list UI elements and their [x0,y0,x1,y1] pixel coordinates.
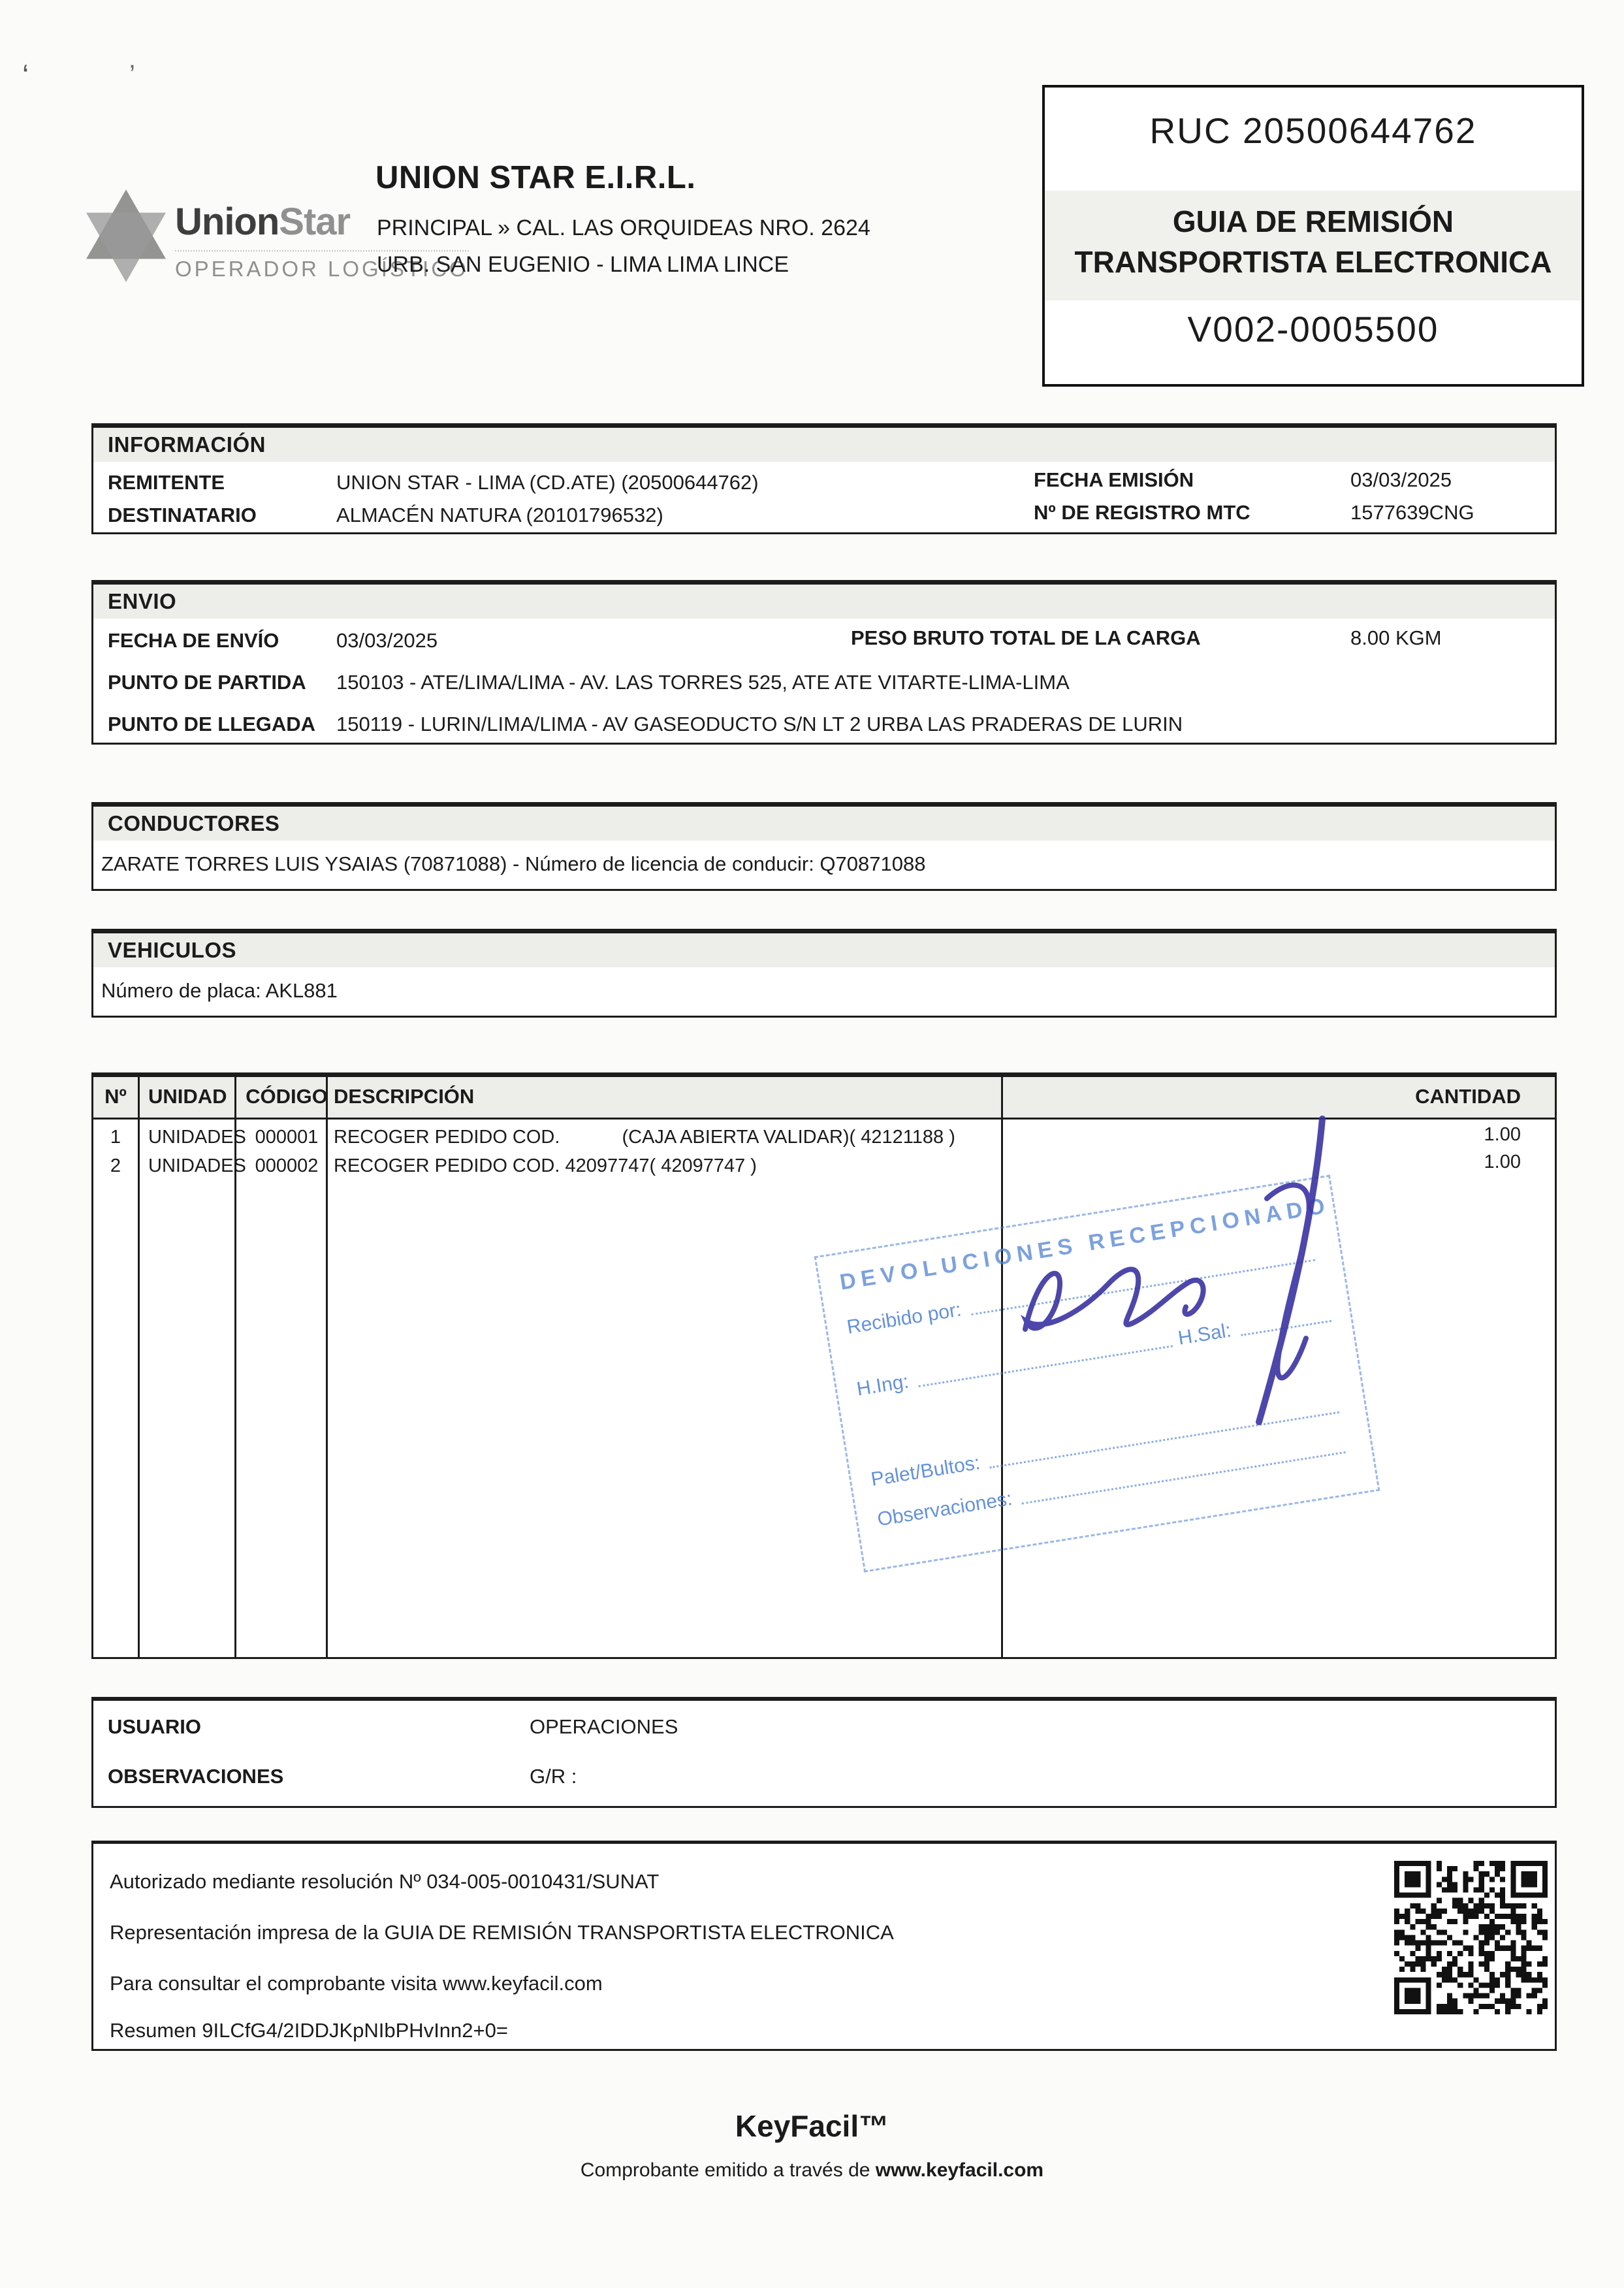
col-header-codigo: CÓDIGO [246,1085,328,1108]
keyfacil-tagline-text: Comprobante emitido a través de [580,2159,876,2181]
section-vehiculos-title: VEHICULOS [93,933,1555,967]
punto-llegada-label: PUNTO DE LLEGADA [108,713,316,735]
section-envio-title: ENVIO [93,585,1555,619]
keyfacil-site: www.keyfacil.com [875,2159,1044,2181]
col-header-cantidad: CANTIDAD [1415,1085,1521,1108]
doc-type-line1: GUIA DE REMISIÓN [1172,204,1454,238]
col-header-unidad: UNIDAD [148,1085,227,1108]
row1-codigo: 000001 [255,1127,319,1148]
keyfacil-tagline [0,2159,1624,2182]
observaciones-label: OBSERVACIONES [108,1765,284,1788]
fecha-envio-value: 03/03/2025 [336,629,438,652]
footer-line-2: Representación impresa de la GUIA DE REMISIÓN TRANSPORTISTA ELECTRONICA [110,1921,894,1944]
section-usuario [91,1697,1557,1808]
scan-artifact-mark: ’ [129,60,135,89]
row1-num: 1 [110,1127,121,1148]
row1-descripcion [334,1127,955,1148]
registro-mtc-label: Nº DE REGISTRO MTC [1034,501,1250,524]
row2-unidad: UNIDADES [148,1155,246,1176]
stamp-recibido-label: Recibido por: [845,1298,963,1338]
row1-unidad: UNIDADES [148,1127,246,1148]
footer-line-4: Resumen 9ILCfG4/2IDDJKpNIbPHvInn2+0= [110,2019,508,2042]
star-icon [86,188,166,283]
doc-type-line2: TRANSPORTISTA ELECTRONICA [1074,245,1552,279]
row2-codigo: 000002 [255,1155,319,1176]
section-vehiculos [91,929,1557,1018]
stamp-palet-label: Palet/Bultos: [869,1451,982,1490]
vehiculo-detail: Número de placa: AKL881 [101,979,338,1002]
destinatario-label: DESTINATARIO [108,504,257,526]
stamp-title: DEVOLUCIONES RECEPCIONADO [838,1193,1332,1295]
row1-descripcion-part1: RECOGER PEDIDO COD. [334,1127,560,1148]
keyfacil-logo: KeyFacil™ [735,2109,889,2143]
row1-cantidad: 1.00 [1484,1124,1521,1145]
footer-box [91,1841,1557,2051]
usuario-label: USUARIO [108,1715,201,1738]
stamp-hsal-label: H.Sal: [1176,1319,1233,1349]
stamp-observaciones-label: Observaciones: [876,1487,1014,1531]
peso-bruto-value: 8.00 KGM [1350,626,1442,649]
row2-cantidad: 1.00 [1484,1152,1521,1172]
document-id-box [1042,85,1584,387]
qr-code [1394,1861,1548,2018]
signature-handwriting [986,1114,1391,1466]
brand-union-text: Union [175,201,279,243]
punto-partida-label: PUNTO DE PARTIDA [108,671,306,694]
conductor-detail: ZARATE TORRES LUIS YSAIAS (70871088) - Número de licencia de conducir: Q70871088 [101,852,926,875]
remitente-value: UNION STAR - LIMA (CD.ATE) (20500644762) [336,471,759,494]
row2-descripcion: RECOGER PEDIDO COD. 42097747( 42097747 ) [334,1155,757,1176]
company-name: UNION STAR E.I.R.L. [375,160,696,195]
remitente-label: REMITENTE [108,471,225,494]
scan-artifact-mark: ‘ [22,58,29,92]
registro-mtc-value: 1577639CNG [1350,501,1474,524]
row2-num: 2 [110,1155,121,1176]
section-envio [91,580,1557,745]
brand-star-text: Star [279,201,351,243]
footer-line-1: Autorizado mediante resolución Nº 034-005-0010431/SUNAT [110,1870,660,1893]
footer-line-3: Para consultar el comprobante visita www.keyfacil.com [110,1972,603,1995]
peso-bruto-label: PESO BRUTO TOTAL DE LA CARGA [851,626,1201,649]
col-header-descripcion: DESCRIPCIÓN [334,1085,475,1108]
stamp-hing-label: H.Ing: [855,1370,910,1400]
destinatario-value: ALMACÉN NATURA (20101796532) [336,504,663,526]
observaciones-value: G/R : [530,1765,577,1788]
company-address-line2: URB. SAN EUGENIO - LIMA LIMA LINCE [377,252,789,277]
punto-partida-value: 150103 - ATE/LIMA/LIMA - AV. LAS TORRES 525, ATE ATE VITARTE-LIMA-LIMA [336,671,1070,694]
ruc-number: RUC 20500644762 [1149,110,1477,151]
brand-subtitle: OPERADOR LOGÍSTICO [175,250,469,282]
company-logo [86,188,166,287]
table-column-divider [138,1077,140,1657]
row1-descripcion-part2: (CAJA ABIERTA VALIDAR)( 42121188 ) [622,1127,955,1148]
section-informacion [91,423,1557,534]
section-informacion-title: INFORMACIÓN [93,428,1555,462]
col-header-num: Nº [104,1085,127,1108]
company-address-line1: PRINCIPAL » CAL. LAS ORQUIDEAS NRO. 2624 [377,216,870,240]
section-conductores [91,802,1557,891]
usuario-value: OPERACIONES [530,1715,678,1738]
fecha-envio-label: FECHA DE ENVÍO [108,629,279,652]
punto-llegada-value: 150119 - LURIN/LIMA/LIMA - AV GASEODUCTO S/N LT 2 URBA LAS PRADERAS DE LURIN [336,713,1183,735]
fecha-emision-label: FECHA EMISIÓN [1034,468,1194,491]
fecha-emision-value: 03/03/2025 [1350,468,1452,491]
doc-number: V002-0005500 [1187,309,1439,349]
section-conductores-title: CONDUCTORES [93,807,1555,841]
